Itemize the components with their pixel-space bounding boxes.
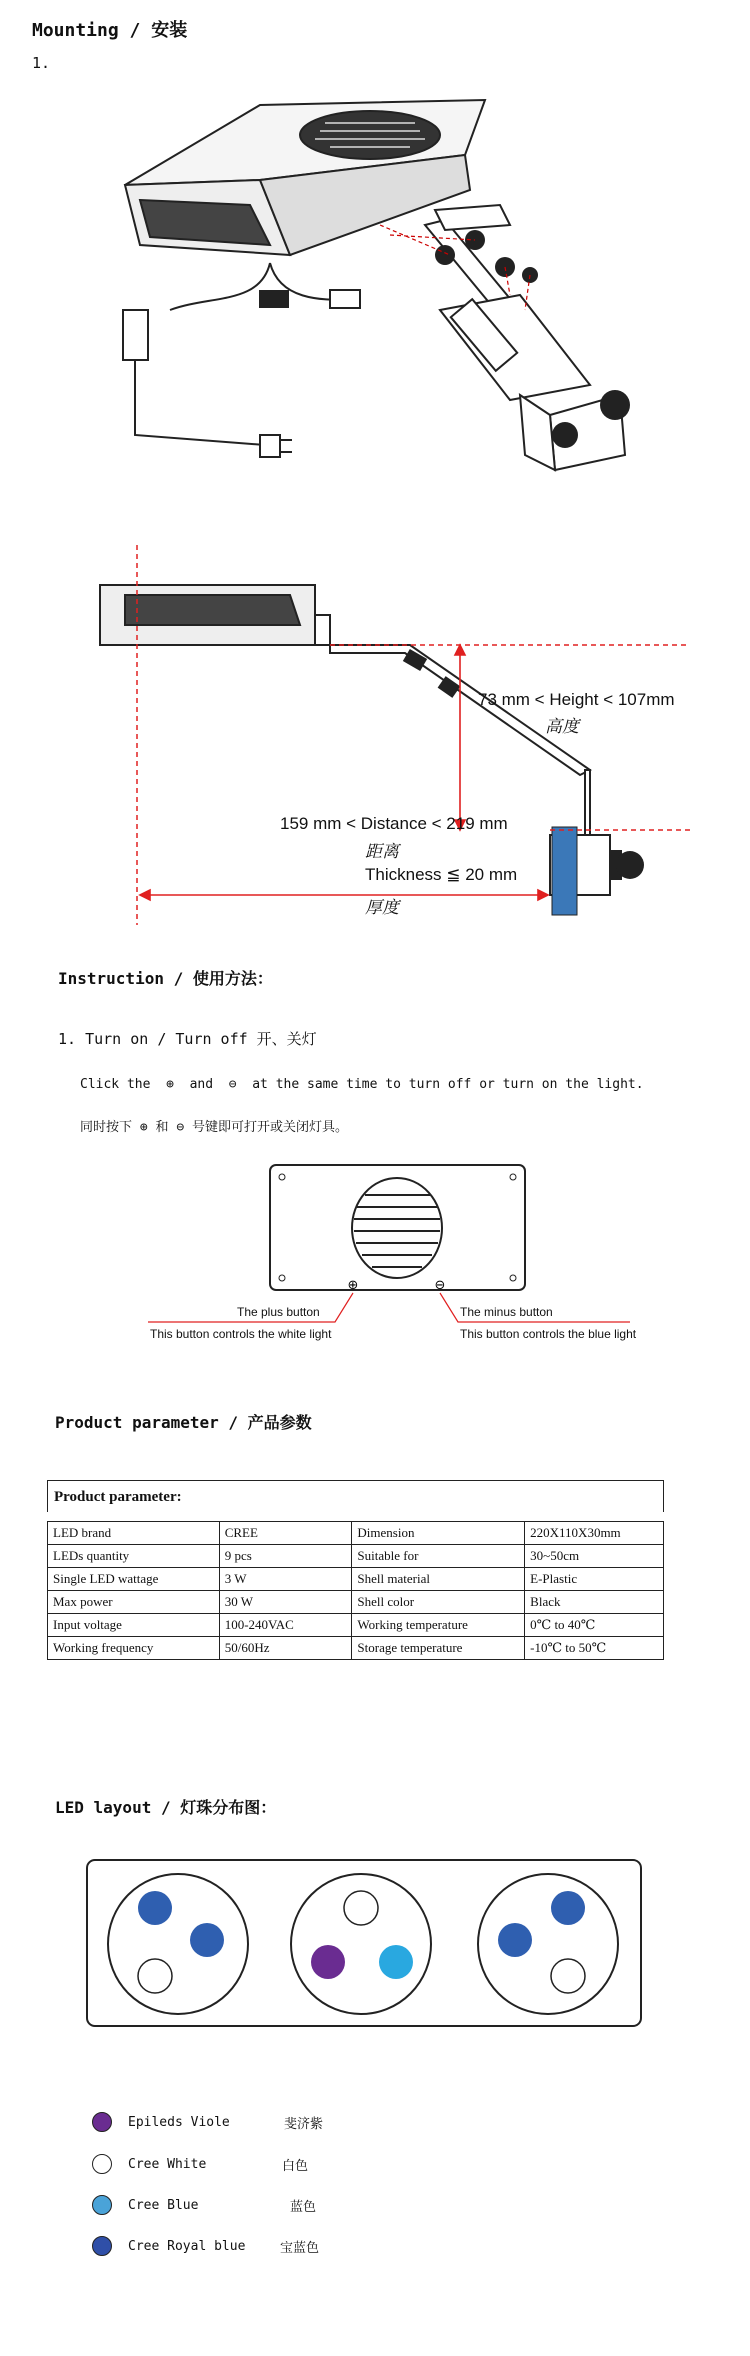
legend-label-cn: 宝蓝色 bbox=[280, 2240, 320, 2256]
param-value-cell: E-Plastic bbox=[525, 1568, 664, 1591]
led-module-2 bbox=[291, 1874, 431, 2014]
thickness-label: Thickness ≦ 20 mm bbox=[365, 865, 518, 884]
led-blue bbox=[379, 1945, 413, 1979]
param-value-cell: 30 W bbox=[219, 1591, 352, 1614]
legend-swatch bbox=[92, 2154, 112, 2174]
table-row bbox=[48, 1522, 664, 1545]
led-royal-blue bbox=[190, 1923, 224, 1957]
plus-icon: ⊕ bbox=[166, 1077, 174, 1092]
line-en-and: and bbox=[189, 1077, 214, 1092]
led-module-3 bbox=[478, 1874, 618, 2014]
thickness-cn: 厚度 bbox=[365, 898, 399, 917]
plus-button-desc: This button controls the white light bbox=[150, 1327, 332, 1341]
param-name-cell: Shell color bbox=[352, 1591, 525, 1614]
led-violet bbox=[311, 1945, 345, 1979]
led-module-1 bbox=[108, 1874, 248, 2014]
table-row bbox=[48, 1591, 664, 1614]
minus-button-label: The minus button bbox=[460, 1305, 553, 1319]
height-cn: 高度 bbox=[545, 717, 579, 736]
led-royal-blue bbox=[498, 1923, 532, 1957]
table-row bbox=[48, 1637, 664, 1660]
line-cn-and: 和 bbox=[155, 1120, 169, 1135]
instruction-step: 1. Turn on / Turn off 开、关灯 bbox=[58, 1030, 317, 1048]
mounting-step: 1. bbox=[32, 54, 51, 72]
led-white bbox=[138, 1959, 172, 1993]
legend-swatch bbox=[92, 2195, 112, 2215]
plus-button-label: The plus button bbox=[237, 1305, 320, 1319]
plus-icon: ⊕ bbox=[139, 1120, 148, 1135]
legend-item bbox=[92, 2234, 319, 2258]
minus-icon: ⊖ bbox=[176, 1120, 185, 1135]
param-value-cell: -10℃ to 50℃ bbox=[525, 1637, 664, 1660]
param-name-cell: Dimension bbox=[352, 1522, 525, 1545]
param-table-header bbox=[47, 1480, 664, 1512]
param-value-cell: 50/60Hz bbox=[219, 1637, 352, 1660]
line-en-pre: Click the bbox=[80, 1077, 151, 1092]
param-value-cell: 100-240VAC bbox=[219, 1614, 352, 1637]
param-name-cell: LED brand bbox=[48, 1522, 220, 1545]
param-table-title: Product parameter: bbox=[54, 1489, 182, 1505]
mounting-illustration bbox=[110, 95, 650, 525]
led-royal-blue bbox=[551, 1891, 585, 1925]
param-value-cell: Black bbox=[525, 1591, 664, 1614]
param-value-cell: 30~50cm bbox=[525, 1545, 664, 1568]
param-name-cell: Shell material bbox=[352, 1568, 525, 1591]
legend-label-en: Epileds Viole bbox=[128, 2114, 230, 2130]
param-name-cell: Input voltage bbox=[48, 1614, 220, 1637]
param-name-cell: Single LED wattage bbox=[48, 1568, 220, 1591]
param-name-cell: Working temperature bbox=[352, 1614, 525, 1637]
param-value-cell: 3 W bbox=[219, 1568, 352, 1591]
param-value-cell: 0℃ to 40℃ bbox=[525, 1614, 664, 1637]
line-cn-pre: 同时按下 bbox=[80, 1120, 133, 1135]
param-value-cell: 220X110X30mm bbox=[525, 1522, 664, 1545]
legend-label-en: Cree Blue bbox=[128, 2197, 199, 2213]
distance-cn: 距离 bbox=[365, 842, 399, 861]
param-name-cell: Working frequency bbox=[48, 1637, 220, 1660]
line-cn-post: 号键即可打开或关闭灯具。 bbox=[192, 1120, 349, 1135]
table-row bbox=[48, 1568, 664, 1591]
distance-label: 159 mm < Distance < 219 mm bbox=[280, 814, 508, 833]
led-royal-blue bbox=[138, 1891, 172, 1925]
param-name-cell: Max power bbox=[48, 1591, 220, 1614]
led-layout-diagram bbox=[85, 1858, 645, 2030]
param-name-cell: Suitable for bbox=[352, 1545, 525, 1568]
legend-item bbox=[92, 2110, 323, 2134]
line-en-post: at the same time to turn off or turn on the light. bbox=[252, 1077, 644, 1092]
mounting-title: Mounting / 安装 bbox=[32, 20, 188, 41]
legend-swatch bbox=[92, 2236, 112, 2256]
instruction-title: Instruction / 使用方法： bbox=[58, 969, 273, 988]
legend-label-en: Cree White bbox=[128, 2156, 207, 2172]
lamp-back-illustration bbox=[140, 1160, 640, 1350]
table-row bbox=[48, 1614, 664, 1637]
table-row bbox=[48, 1545, 664, 1568]
param-name-cell: LEDs quantity bbox=[48, 1545, 220, 1568]
plus-button-icon: ⊕ bbox=[347, 1277, 359, 1292]
led-white bbox=[551, 1959, 585, 1993]
minus-button-desc: This button controls the blue light bbox=[460, 1327, 637, 1341]
legend-item bbox=[92, 2152, 308, 2176]
param-table bbox=[47, 1521, 664, 1660]
instruction-line-en bbox=[80, 1077, 644, 1092]
legend-label-cn: 白色 bbox=[282, 2158, 309, 2174]
product-title: Product parameter / 产品参数 bbox=[55, 1413, 312, 1432]
layout-title: LED layout / 灯珠分布图： bbox=[55, 1798, 277, 1817]
led-white bbox=[344, 1891, 378, 1925]
minus-button-icon: ⊖ bbox=[434, 1277, 446, 1292]
minus-icon: ⊖ bbox=[228, 1077, 237, 1092]
instruction-line-cn bbox=[80, 1116, 348, 1135]
param-value-cell: 9 pcs bbox=[219, 1545, 352, 1568]
param-value-cell: CREE bbox=[219, 1522, 352, 1545]
height-label: 73 mm < Height < 107mm bbox=[478, 690, 675, 709]
legend-item bbox=[92, 2193, 316, 2217]
legend-label-cn: 蓝色 bbox=[290, 2199, 317, 2215]
legend-label-cn: 斐济紫 bbox=[284, 2116, 324, 2132]
param-name-cell: Storage temperature bbox=[352, 1637, 525, 1660]
legend-label-en: Cree Royal blue bbox=[128, 2238, 246, 2254]
legend-swatch bbox=[92, 2112, 112, 2132]
